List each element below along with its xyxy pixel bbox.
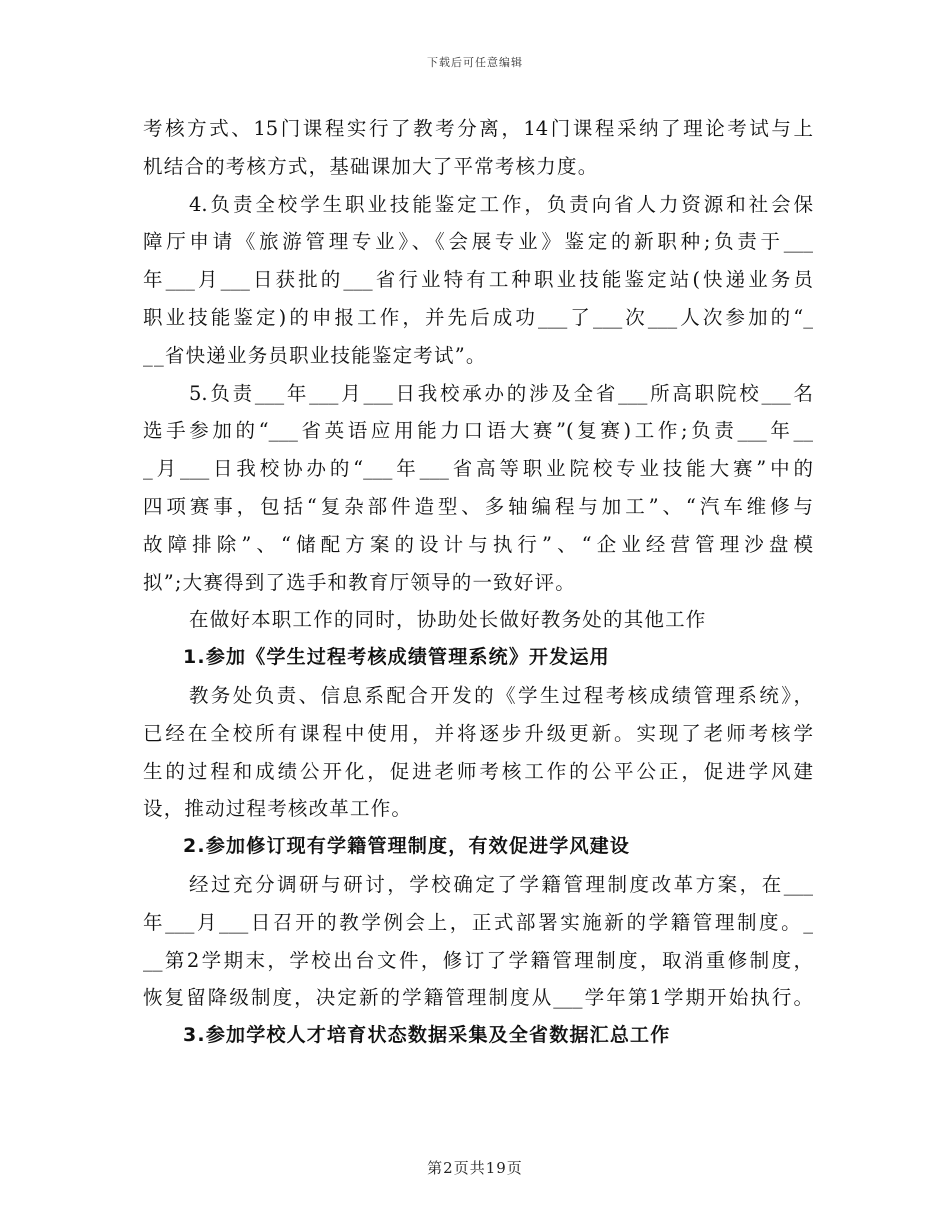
body-line: _月___日我校协办的“___年___省高等职业院校专业技能大赛”中的 — [143, 457, 813, 481]
body-line: 恢复留降级制度，决定新的学籍管理制度从___学年第1学期开始执行。 — [143, 986, 813, 1010]
section-intro-line: 在做好本职工作的同时，协助处长做好教务处的其他工作 — [189, 608, 707, 632]
body-line: 年___月___日获批的___省行业特有工种职业技能鉴定站(快递业务员 — [143, 268, 813, 292]
body-line: 职业技能鉴定)的申报工作，并先后成功___了___次___人次参加的“_ — [143, 305, 813, 329]
body-line: 教务处负责、信息系配合开发的《学生过程考核成绩管理系统》， — [189, 683, 813, 707]
body-line: 四项赛事，包括“复杂部件造型、多轴编程与加工”、“汽车维修与 — [143, 494, 813, 518]
body-line: 选手参加的“___省英语应用能力口语大赛”(复赛)工作;负责___年__ — [143, 419, 813, 443]
section-heading-1: 1.参加《学生过程考核成绩管理系统》开发运用 — [183, 646, 610, 669]
body-line: 经过充分调研与研讨，学校确定了学籍管理制度改革方案，在___ — [189, 872, 813, 896]
page-number: 第2页共19页 — [427, 1159, 523, 1177]
list-item-5-line: 5.负责___年___月___日我校承办的涉及全省___所高职院校___名 — [189, 381, 813, 405]
body-line: __省快递业务员职业技能鉴定考试”。 — [143, 343, 487, 367]
section-heading-3: 3.参加学校人才培育状态数据采集及全省数据汇总工作 — [183, 1024, 671, 1047]
body-line: 拟”;大赛得到了选手和教育厅领导的一致好评。 — [143, 570, 576, 594]
body-line: 障厅申请《旅游管理专业》、《会展专业》鉴定的新职种;负责于___ — [143, 230, 813, 254]
body-line: 已经在全校所有课程中使用，并将逐步升级更新。实现了老师考核学 — [143, 721, 813, 745]
body-line: 考核方式、15门课程实行了教考分离，14门课程采纳了理论考试与上 — [143, 117, 813, 140]
body-line: 生的过程和成绩公开化，促进老师考核工作的公平公正，促进学风建 — [143, 759, 813, 783]
body-line: 设，推动过程考核改革工作。 — [143, 797, 413, 821]
section-heading-2: 2.参加修订现有学籍管理制度，有效促进学风建设 — [183, 835, 631, 858]
body-line: 机结合的考核方式，基础课加大了平常考核力度。 — [143, 154, 599, 178]
body-line: 故障排除”、“储配方案的设计与执行”、“企业经营管理沙盘模 — [143, 532, 813, 556]
document-body — [143, 110, 813, 1055]
body-line: 年___月___日召开的教学例会上，正式部署实施新的学籍管理制度。_ — [143, 910, 813, 934]
page-header: 下载后可任意编辑 — [427, 56, 523, 69]
list-item-4-line: 4.负责全校学生职业技能鉴定工作，负责向省人力资源和社会保 — [189, 192, 813, 216]
body-line: __第2学期末，学校出台文件，修订了学籍管理制度，取消重修制度， — [143, 948, 813, 972]
